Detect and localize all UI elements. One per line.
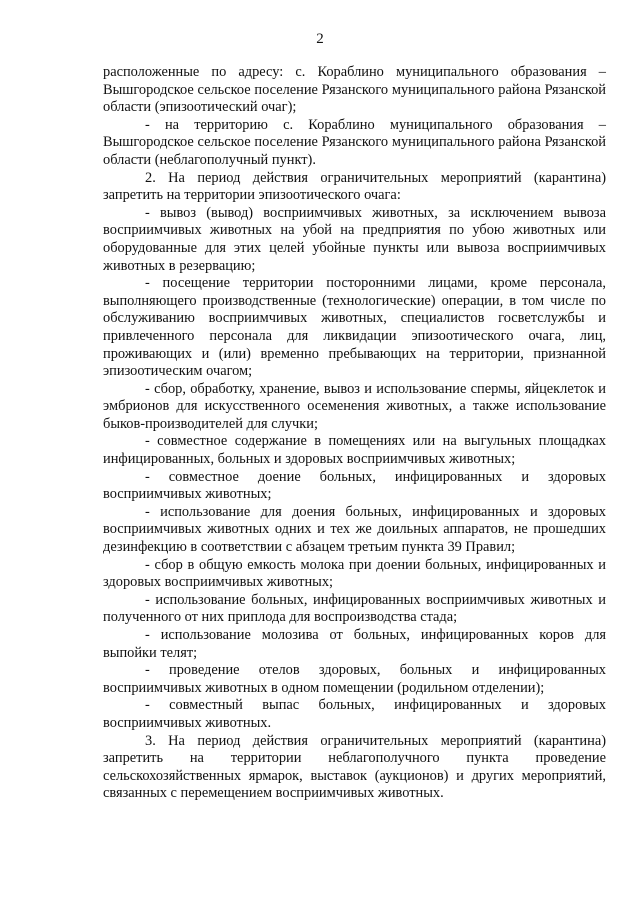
document-body bbox=[103, 64, 606, 803]
paragraph: - вывоз (вывод) восприимчивых животных, за исключением вывоза восприимчивых животных на убой на предприятия по убою животных или оборудованные для этих целей убойные пункты или вывоза восприимчивых животных в резервацию; bbox=[103, 204, 606, 274]
paragraph: 3. На период действия ограничительных мероприятий (карантина) запретить на территории неблагополучного пункта проведение сельскохозяйственных ярмарок, выставок (аукционов) и других мероприятий, связанных с перемещением восприимчивых животных. bbox=[103, 732, 606, 802]
paragraph: - сбор, обработку, хранение, вывоз и использование спермы, яйцеклеток и эмбрионов для искусственного осеменения животных, а также использование быков-производителей для случки; bbox=[103, 380, 606, 432]
paragraph: - использование больных, инфицированных восприимчивых животных и полученного от них приплода для воспроизводства стада; bbox=[103, 591, 606, 626]
paragraph: - совместное содержание в помещениях или на выгульных площадках инфицированных, больных и здоровых восприимчивых животных; bbox=[103, 433, 606, 468]
paragraph: - совместное доение больных, инфицированных и здоровых восприимчивых животных; bbox=[103, 468, 606, 503]
paragraph: расположенные по адресу: с. Кораблино муниципального образования – Вышгородское сельское поселение Рязанского муниципального района Рязанской области (эпизоотический очаг); bbox=[103, 64, 606, 116]
paragraph: - сбор в общую емкость молока при доении больных, инфицированных и здоровых восприимчивых животных; bbox=[103, 556, 606, 591]
paragraph: - использование для доения больных, инфицированных и здоровых восприимчивых животных одних и тех же доильных аппаратов, не прошедших дезинфекцию в соответствии с абзацем третьим пункта 39 Правил; bbox=[103, 503, 606, 556]
paragraph: - на территорию с. Кораблино муниципального образования – Вышгородское сельское поселение Рязанского муниципального района Рязанской области (неблагополучный пункт). bbox=[103, 116, 606, 168]
paragraph: - проведение отелов здоровых, больных и инфицированных восприимчивых животных в одном помещении (родильном отделении); bbox=[103, 662, 606, 696]
paragraph: 2. На период действия ограничительных мероприятий (карантина) запретить на территории эпизоотического очага: bbox=[103, 169, 606, 204]
paragraph: - посещение территории посторонними лицами, кроме персонала, выполняющего производственные (технологические) операции, в том числе по обслуживанию восприимчивых животных, специалистов госветслужбы и привлеченного персонала для ликвидации эпизоотического очага, лиц, проживающих и (или) временно пребывающих на территории, признанной эпизоотическим очагом; bbox=[103, 275, 606, 380]
page-number: 2 bbox=[316, 31, 324, 47]
paragraph: - совместный выпас больных, инфицированных и здоровых восприимчивых животных. bbox=[103, 697, 606, 731]
paragraph: - использование молозива от больных, инфицированных коров для выпойки телят; bbox=[103, 627, 606, 661]
